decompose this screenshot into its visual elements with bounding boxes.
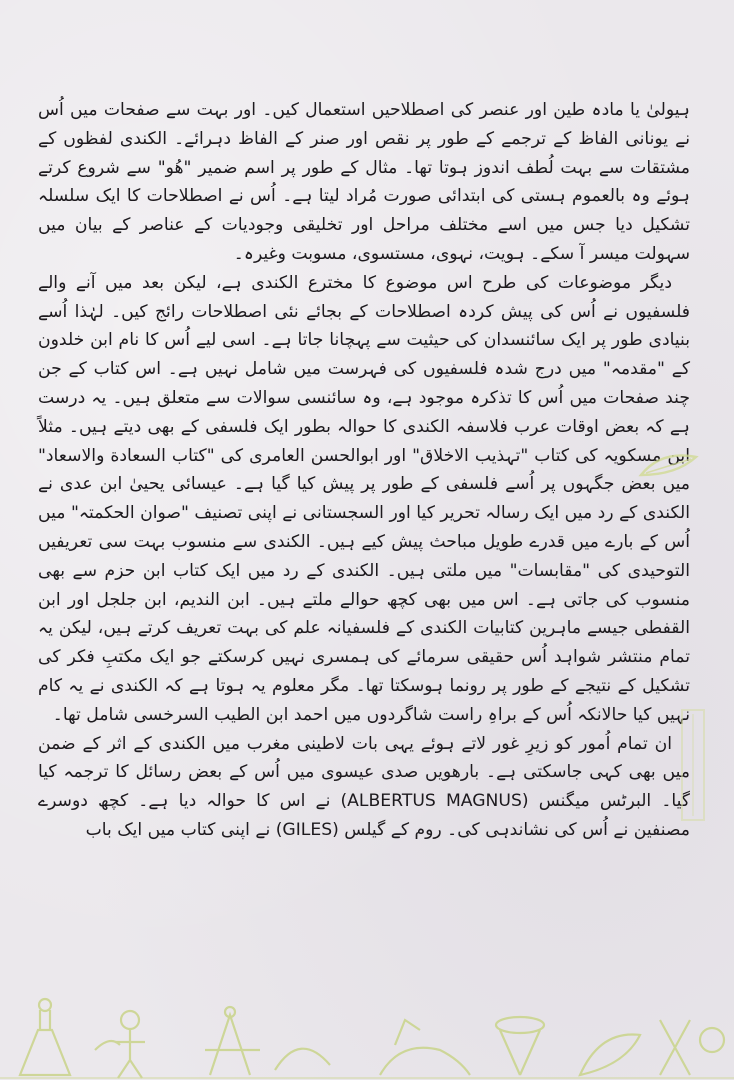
figure-icon: [95, 1011, 145, 1078]
body-text: [38, 96, 690, 845]
instrument-icon: [205, 1007, 330, 1075]
paragraph-1: ہیولیٰ یا مادہ طین اور عنصر کی اصطلاحیں استعمال کیں۔ اور بہت سے صفحات میں اُس نے یونانی الفاظ کے ترجمے کے طور پر نقص اور صنر کے الفاظ دہرائے۔ الکندی لفظوں کے مشتقات سے بہت لُطف اندوز ہوتا تھا۔ مثال کے طور پر اسم ضمیر "ھُو" سے شروع کرتے ہوئے وہ بالعموم ہستی کی ابتدائی صورت مُراد لیتا ہے۔ اُس نے اصطلاحات کا ایک سلسلہ تشکیل دیا جس میں اسے مختلف مراحل اور تخلیقی وجودیات کے عناصر کے بیان میں سہولت میسر آ سکے۔ ہویت، نہوی، مستسوی، مسوبت وغیرہ۔: [38, 100, 690, 264]
lamp-icon: [380, 1017, 544, 1075]
instrument-icon: [670, 700, 720, 840]
bottom-ornament: [0, 990, 734, 1080]
paragraph-3: ان تمام اُمور کو زیرِ غور لاتے ہوئے یہی بات لاطینی مغرب میں الکندی کے اثر کے ضمن میں بھی کہی جاسکتی ہے۔ بارھویں صدی عیسوی میں اُس کے بعض رسائل کا ترجمہ کیا گیا۔ البرٹس میگنس (ALBERTUS MAGNUS) نے اس کا حوالہ دیا ہے۔ کچھ دوسرے مصنفین نے اُس کی نشاندہی کی۔ روم کے گیلس (GILES) نے اپنی کتاب میں ایک باب: [38, 733, 690, 840]
leaf-icon: [580, 1020, 724, 1075]
flask-icon: [20, 999, 70, 1075]
paragraph-2: دیگر موضوعات کی طرح اس موضوع کا مخترع الکندی ہے، لیکن بعد میں آنے والے فلسفیوں نے اُس کی پیش کردہ اصطلاحات کے بجائے نئی اصطلاحات رائج کیں۔ لہٰذا اُسے بنیادی طور پر ایک سائنسدان کی حیثیت سے پہچانا جاتا ہے۔ اسی لیے اُس کا نام ابن خلدون کے "مقدمہ" میں درج شدہ فلسفیوں کی فہرست میں شامل نہیں ہے۔ اس کتاب کے جن چند صفحات میں اُس کا تذکرہ موجود ہے، وہ سائنسی سوالات سے متعلق ہیں۔ یہ درست ہے کہ بعض اوقات عرب فلاسفہ الکندی کا حوالہ بطور ایک فلسفی کے بھی دیتے ہیں۔ مثلاً ابن مسکویہ کی کتاب "تہذیب الاخلاق" اور ابوالحسن العامری کی "کتاب السعادة والاسعاد" میں بعض جگہوں پر اُسے فلسفی کے طور پر پیش کیا گیا ہے۔ عیسائی یحییٰ ابن عدی نے الکندی کے رد میں ایک رسالہ تحریر کیا اور السجستانی نے اپنی تصنیف "صوان الحکمتہ" میں اُس کے بارے میں قدرے طویل مباحث پیش کیے ہیں۔ الکندی سے منسوب بہت سی تعریفیں التوحیدی کی "مقابسات" میں ملتی ہیں۔ الکندی کے رد میں ایک کتاب ابن حزم سے بھی منسوب کی جاتی ہے۔ اس میں بھی کچھ حوالے ملتے ہیں۔ ابن الندیم، ابن جلجل اور ابن القفطی جیسے ماہرین کتابیات الکندی کے فلسفیانہ علم کی بہت تعریف کرتے ہیں، لیکن یہ تمام منتشر شواہد اُس حقیقی سرمائے کی ہمسری نہیں کرسکتے جو ایک مکتبِ فکر کی تشکیل کے نتیجے کے طور پر رونما ہوسکتا تھا۔ مگر معلوم یہ ہوتا ہے کہ الکندی نے یہ کام نہیں کیا حالانکہ اُس کے براہِ راست شاگردوں میں احمد ابن الطیب السرخسی شامل تھا۔: [38, 272, 690, 725]
leaf-icon: [636, 445, 706, 485]
